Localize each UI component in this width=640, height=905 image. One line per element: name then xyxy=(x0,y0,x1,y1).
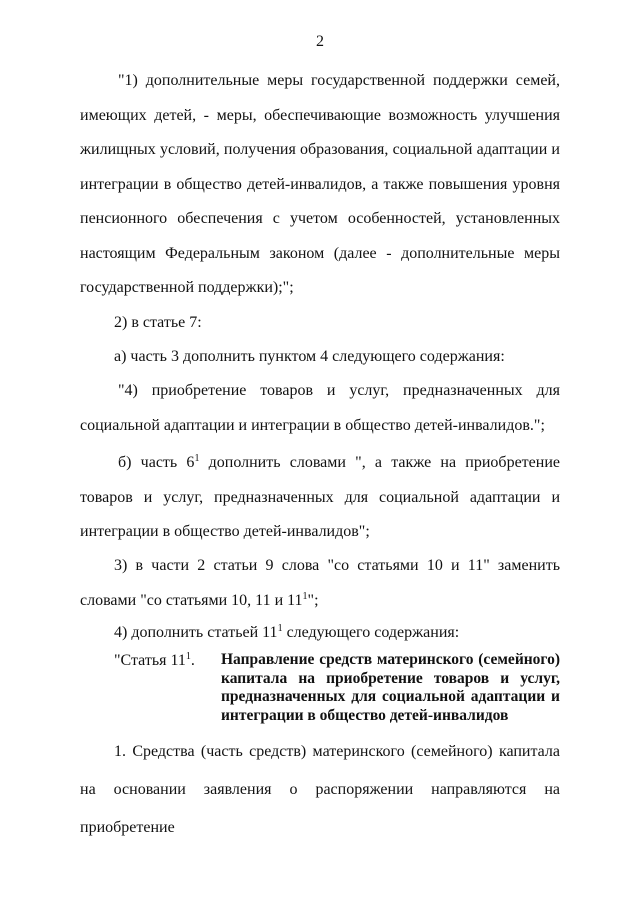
paragraph-amendment-1: "1) дополнительные меры государственной поддержки семей, имеющих детей, - меры, обеспечивающие возможность улучшения жилищных условий, получения образования, социальной адаптации и интеграции в общество детей-инвалидов, а также повышения уровня пенсионного обеспечения с учетом особенностей, установленных настоящим Федеральным законом (далее - дополнительные меры государственной поддержки);"; xyxy=(80,72,560,296)
paragraph-article-9: 3) в части 2 статьи 9 слова "со статьями 10 и 11" заменить словами "со статьями 10, 11 и $11^1$"; xyxy=(80,557,560,609)
article-title: Направление средств материнского (семейного) капитала на приобретение товаров и услуг, предназначенных для социальной адаптации и интеграции в общество детей-инвалидов xyxy=(221,651,560,724)
page-number: 2 xyxy=(316,33,324,50)
paragraph-quoted-item-4: "4) приобретение товаров и услуг, предназначенных для социальной адаптации и интеграции в общество детей-инвалидов."; xyxy=(80,382,560,434)
superscript: 1 xyxy=(302,590,308,602)
superscript: 1 xyxy=(185,651,191,662)
paragraph-article-11-1-item-1: 1. Средства (часть средств) материнского (семейного) капитала на основании заявления о распоряжении направляются на приобретение xyxy=(80,743,560,836)
superscript: 1 xyxy=(194,453,200,464)
paragraph-item-a: а) часть 3 дополнить пунктом 4 следующего содержания: xyxy=(114,348,505,365)
paragraph-article-7: 2) в статье 7: xyxy=(114,314,202,331)
paragraph-add-article: 4) дополнить статьей $11^1$ следующего содержания: xyxy=(114,623,460,641)
paragraph-item-b: б) часть $6^1$ дополнить словами ", а также на приобретение товаров и услуг, предназначенных для социальной адаптации и интеграции в общество детей-инвалидов"; xyxy=(80,453,560,540)
article-label: "Статья $11^1$. xyxy=(114,651,195,669)
superscript: 1 xyxy=(277,623,283,634)
